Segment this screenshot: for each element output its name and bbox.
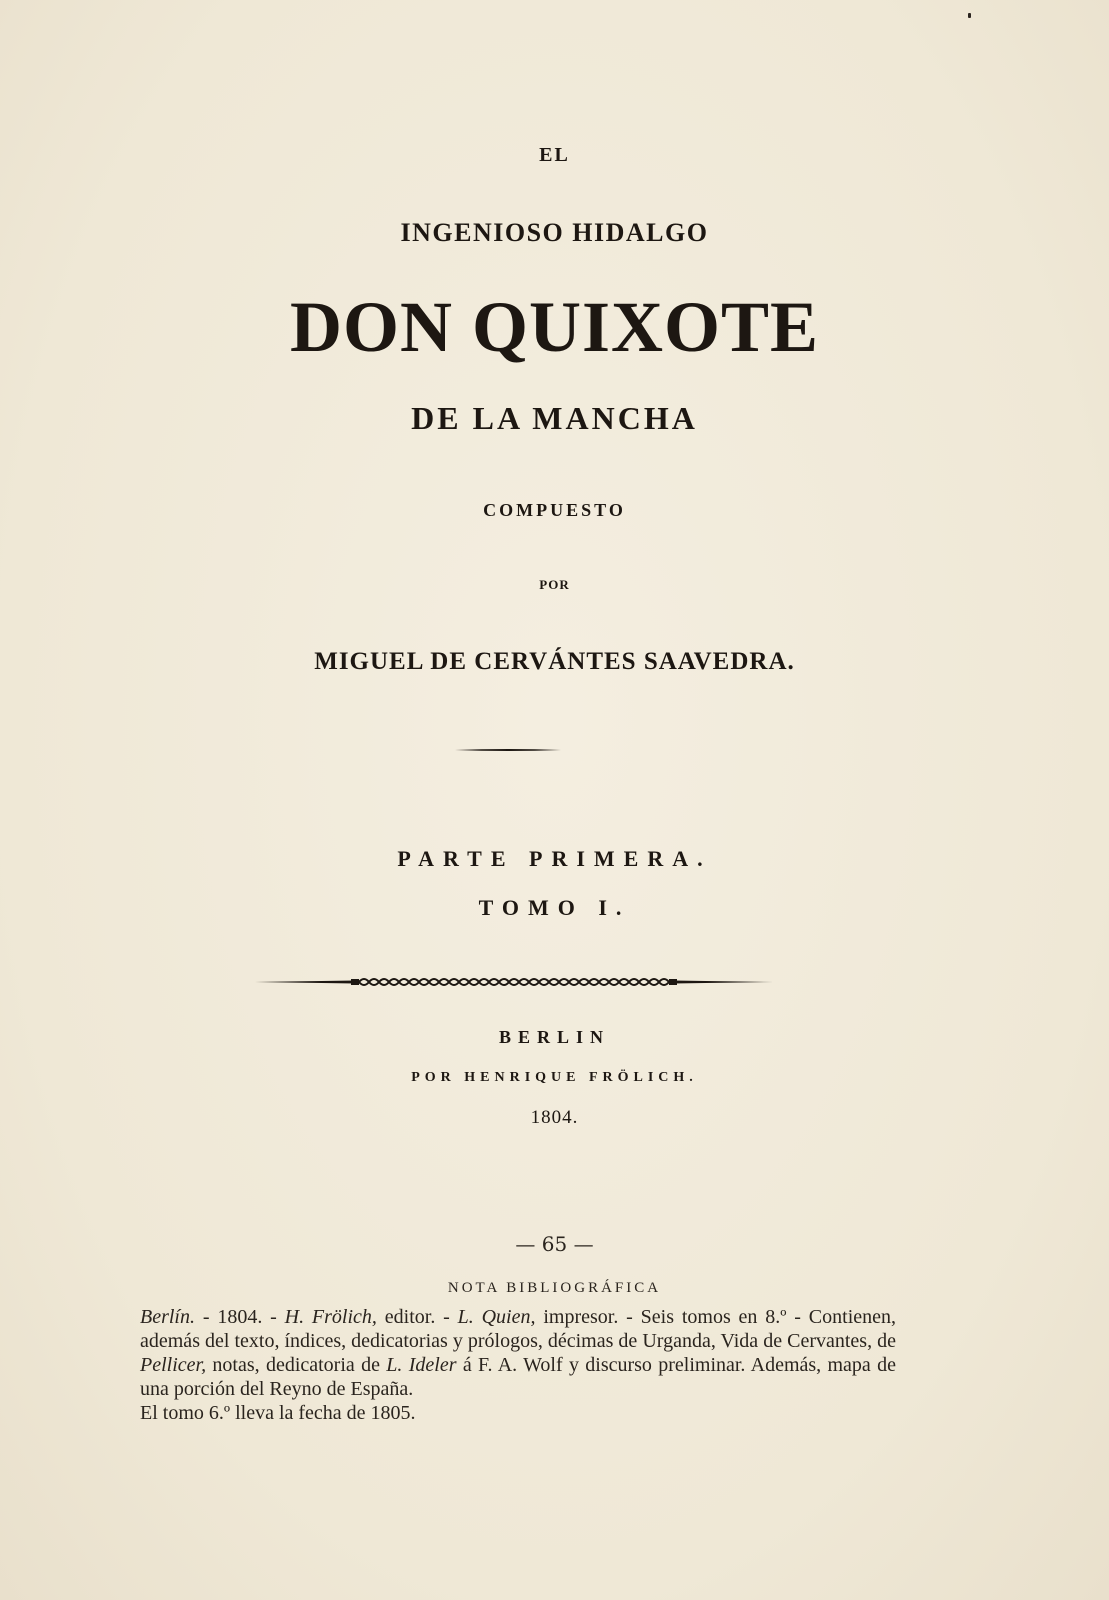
note-heading: NOTA BIBLIOGRÁFICA (447, 1280, 662, 1296)
title-don-quixote: DON QUIXOTE (289, 287, 820, 367)
note-pellicer: Pellicer, (140, 1354, 207, 1376)
note-text: - 1804. - (195, 1306, 285, 1328)
author-name: MIGUEL DE CERVÁNTES SAAVEDRA. (314, 648, 795, 675)
short-rule (455, 748, 561, 752)
bibliographic-note (140, 1305, 896, 1425)
note-editor: H. Frölich, (284, 1306, 377, 1328)
note-text: á F. A. Wolf y discurso preliminar. Además, mapa de una porción del Reyno de España. (140, 1354, 896, 1400)
note-date-line: El tomo 6.º lleva la fecha de 1805. (140, 1402, 416, 1424)
page-number: — 65 — (515, 1232, 594, 1256)
compuesto-label: COMPUESTO (483, 500, 626, 520)
imprint-city: BERLIN (498, 1027, 611, 1047)
ink-speck (968, 13, 971, 18)
note-text: editor. - (376, 1306, 458, 1328)
note-text: notas, dedicatoria de (206, 1354, 387, 1376)
title-de-la-mancha: DE LA MANCHA (411, 400, 698, 436)
title-ingenioso-hidalgo: INGENIOSO HIDALGO (400, 218, 709, 247)
title-article: EL (539, 144, 570, 166)
volume-label: TOMO I. (478, 895, 631, 920)
note-text: impresor. - Seis tomos en 8.º - Contienen, además del texto, índices, dedicatorias y prólogos, décimas de Urganda, Vida de Cervantes, de (140, 1306, 897, 1352)
note-city: Berlín. (140, 1306, 195, 1328)
imprint-printer: POR HENRIQUE FRÖLICH. (411, 1070, 698, 1085)
part-label: PARTE PRIMERA. (397, 846, 712, 871)
ornamental-rule (255, 975, 773, 989)
note-paragraph (140, 1305, 896, 1401)
note-printer: L. Quien, (457, 1306, 536, 1328)
imprint-year: 1804. (530, 1107, 579, 1128)
por-label: POR (539, 577, 570, 592)
note-ideler: L. Ideler (386, 1354, 457, 1376)
